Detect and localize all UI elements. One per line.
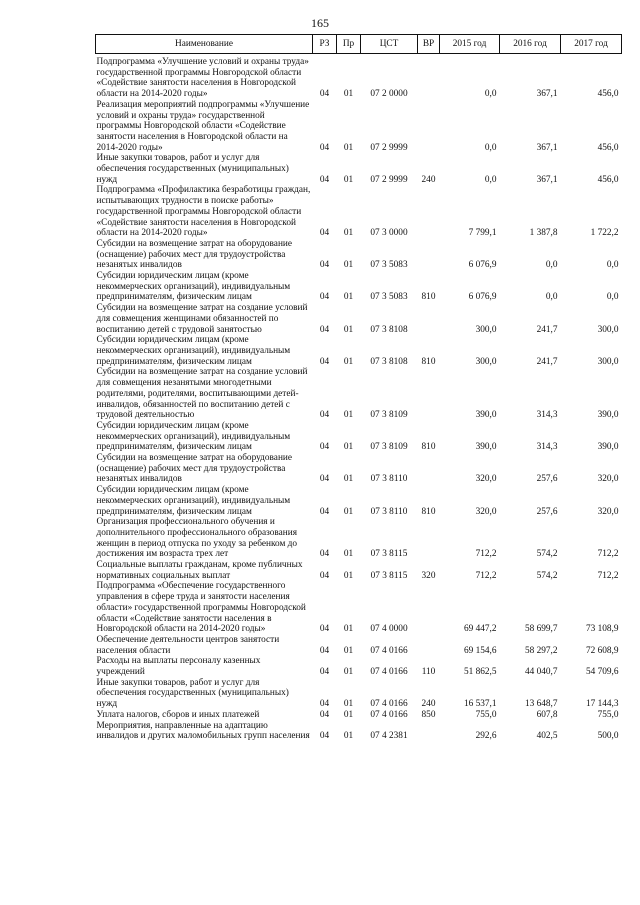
header-2017: 2017 год <box>561 35 622 54</box>
cell-vr: 810 <box>421 292 436 303</box>
cell-pr: 01 <box>343 410 354 421</box>
cell-name: Расходы на выплаты персоналу казенных учреждений <box>96 656 261 678</box>
cell-cst: 07 4 0000 <box>370 624 408 635</box>
table-row <box>96 54 622 100</box>
cell-cst: 07 4 0166 <box>370 667 408 678</box>
cell-rz: 04 <box>319 324 330 335</box>
cell-name: Субсидии юридическим лицам (кроме некоммерческих организаций), индивидуальным предпринимателям, физическим лицам <box>96 271 291 303</box>
cell-cst: 07 4 0166 <box>370 699 408 710</box>
table-row <box>96 656 622 677</box>
table-header-row <box>96 35 622 54</box>
cell-name: Иные закупки товаров, работ и услуг для обеспечения государственных (муниципальных) нужд <box>96 153 289 185</box>
cell-name: Подпрограмма «Обеспечение государственного управления в сфере труда и занятости населения области» государственной программы Новгородской области «Содействие занятости населения в Новгородской области на 2014-2020 годы» <box>96 581 306 635</box>
cell-vr <box>418 185 440 239</box>
cell-2015: 69 154,6 <box>463 645 497 656</box>
cell-name: Социальные выплаты гражданам, кроме публичных нормативных социальных выплат <box>96 560 303 581</box>
cell-cst: 07 3 8109 <box>370 410 408 421</box>
cell-cst: 07 3 8109 <box>370 442 408 453</box>
cell-vr <box>418 239 440 271</box>
cell-vr: 320 <box>421 570 436 581</box>
cell-rz: 04 <box>319 228 330 239</box>
cell-2015: 6 076,9 <box>468 292 497 303</box>
cell-pr: 01 <box>343 324 354 335</box>
cell-vr: 240 <box>421 699 436 710</box>
cell-pr: 01 <box>343 142 354 153</box>
cell-2016: 314,3 <box>536 442 558 453</box>
cell-vr <box>418 54 440 100</box>
cell-2016: 367,1 <box>536 174 558 185</box>
table-body <box>96 54 622 743</box>
cell-cst: 07 2 0000 <box>370 89 408 100</box>
cell-pr: 01 <box>343 506 354 517</box>
cell-vr <box>418 367 440 421</box>
cell-rz: 04 <box>319 356 330 367</box>
cell-rz: 04 <box>319 667 330 678</box>
cell-pr: 01 <box>343 709 354 720</box>
cell-2016: 367,1 <box>536 89 558 100</box>
cell-rz: 04 <box>319 709 330 720</box>
cell-2017: 320,0 <box>597 474 619 485</box>
cell-name: Подпрограмма «Улучшение условий и охраны труда» государственной программы Новгородской области «Содействие занятости населения в Новгородской области на 2014-2020 годы» <box>96 57 309 100</box>
cell-vr <box>418 635 440 656</box>
cell-cst: 07 4 0166 <box>370 709 408 720</box>
cell-2016: 367,1 <box>536 142 558 153</box>
header-2015: 2015 год <box>440 35 500 54</box>
header-cst: ЦСТ <box>361 35 418 54</box>
cell-2015: 16 537,1 <box>463 699 497 710</box>
table-row <box>96 581 622 635</box>
cell-2015: 755,0 <box>475 709 497 720</box>
cell-rz: 04 <box>319 260 330 271</box>
cell-cst: 07 4 2381 <box>370 731 408 742</box>
table-row <box>96 367 622 421</box>
cell-2017: 0,0 <box>606 260 619 271</box>
cell-2017: 500,0 <box>597 731 619 742</box>
cell-vr <box>418 100 440 154</box>
cell-vr: 810 <box>421 442 436 453</box>
cell-pr: 01 <box>343 699 354 710</box>
table-row <box>96 421 622 453</box>
cell-2016: 58 297,2 <box>524 645 558 656</box>
cell-pr: 01 <box>343 174 354 185</box>
cell-vr <box>418 581 440 635</box>
cell-cst: 07 3 5083 <box>370 260 408 271</box>
cell-2016: 1 387,8 <box>529 228 558 239</box>
cell-2016: 241,7 <box>536 356 558 367</box>
cell-name: Мероприятия, направленные на адаптацию инвалидов и других маломобильных групп населения <box>96 720 310 742</box>
cell-2015: 300,0 <box>475 356 497 367</box>
table-row <box>96 185 622 239</box>
cell-2015: 51 862,5 <box>463 667 497 678</box>
cell-rz: 04 <box>319 89 330 100</box>
cell-cst: 07 3 0000 <box>370 228 408 239</box>
cell-rz: 04 <box>319 731 330 742</box>
table-row <box>96 710 622 721</box>
cell-pr: 01 <box>343 645 354 656</box>
cell-2017: 712,2 <box>597 549 619 560</box>
table-row <box>96 453 622 485</box>
cell-2017: 712,2 <box>597 570 619 581</box>
table-row <box>96 335 622 367</box>
cell-pr: 01 <box>343 570 354 581</box>
cell-name: Субсидии на возмещение затрат на создание условий для совмещения женщинами обязанностей по воспитанию детей с трудовой занятостью <box>96 303 308 335</box>
cell-rz: 04 <box>319 174 330 185</box>
cell-pr: 01 <box>343 667 354 678</box>
cell-2017: 0,0 <box>606 292 619 303</box>
cell-name: Обеспечение деятельности центров занятости населения области <box>96 634 280 656</box>
cell-2016: 257,6 <box>536 506 558 517</box>
cell-2015: 6 076,9 <box>468 260 497 271</box>
cell-2017: 456,0 <box>597 174 619 185</box>
cell-cst: 07 4 0166 <box>370 645 408 656</box>
cell-vr <box>418 517 440 560</box>
cell-2015: 320,0 <box>475 506 497 517</box>
cell-2016: 0,0 <box>545 292 558 303</box>
table-row <box>96 560 622 581</box>
table-row <box>96 517 622 560</box>
cell-pr: 01 <box>343 356 354 367</box>
header-rz: РЗ <box>313 35 337 54</box>
cell-rz: 04 <box>319 549 330 560</box>
cell-rz: 04 <box>319 442 330 453</box>
header-vr: ВР <box>418 35 440 54</box>
cell-pr: 01 <box>343 474 354 485</box>
cell-2015: 292,6 <box>475 731 497 742</box>
table-row <box>96 100 622 154</box>
cell-cst: 07 3 5083 <box>370 292 408 303</box>
cell-pr: 01 <box>343 292 354 303</box>
cell-2015: 300,0 <box>475 324 497 335</box>
cell-name: Подпрограмма «Профилактика безработицы граждан, испытывающих трудности в поиске работы» государственной программы Новгородской области «Содействие занятости населения в Новгородской области на 2014-2020 годы» <box>96 185 311 239</box>
cell-2017: 320,0 <box>597 506 619 517</box>
cell-2015: 69 447,2 <box>463 624 497 635</box>
cell-2017: 54 709,6 <box>585 667 619 678</box>
header-2016: 2016 год <box>500 35 561 54</box>
cell-2017: 300,0 <box>597 324 619 335</box>
cell-2016: 13 648,7 <box>524 699 558 710</box>
budget-table <box>95 34 622 742</box>
cell-vr <box>418 303 440 335</box>
cell-name: Субсидии на возмещение затрат на оборудование (оснащение) рабочих мест для трудоустройства незанятых инвалидов <box>96 453 293 485</box>
cell-name: Субсидии на возмещение затрат на оборудование (оснащение) рабочих мест для трудоустройства незанятых инвалидов <box>96 238 293 271</box>
cell-2016: 44 040,7 <box>524 667 558 678</box>
cell-2015: 320,0 <box>475 474 497 485</box>
cell-cst: 07 3 8108 <box>370 356 408 367</box>
cell-rz: 04 <box>319 645 330 656</box>
cell-2016: 402,5 <box>536 731 558 742</box>
cell-rz: 04 <box>319 570 330 581</box>
cell-rz: 04 <box>319 474 330 485</box>
cell-2015: 712,2 <box>475 549 497 560</box>
cell-2017: 755,0 <box>597 709 619 720</box>
cell-2016: 607,8 <box>536 709 558 720</box>
cell-2016: 257,6 <box>536 474 558 485</box>
cell-vr: 240 <box>421 174 436 185</box>
cell-2015: 712,2 <box>475 570 497 581</box>
cell-2016: 574,2 <box>536 549 558 560</box>
cell-cst: 07 3 8110 <box>370 506 408 517</box>
cell-pr: 01 <box>343 89 354 100</box>
cell-cst: 07 2 9999 <box>370 174 408 185</box>
cell-2017: 300,0 <box>597 356 619 367</box>
cell-2015: 0,0 <box>484 89 497 100</box>
cell-vr <box>418 453 440 485</box>
cell-2015: 0,0 <box>484 174 497 185</box>
cell-vr: 110 <box>421 667 436 678</box>
cell-name: Реализация мероприятий подпрограммы «Улучшение условий и охраны труда» государственной программы Новгородской области «Содействие занятости населения в Новгородской области на 2014-2020 годы» <box>96 99 310 153</box>
cell-pr: 01 <box>343 260 354 271</box>
cell-vr: 850 <box>421 709 436 720</box>
cell-rz: 04 <box>319 142 330 153</box>
cell-rz: 04 <box>319 624 330 635</box>
cell-pr: 01 <box>343 731 354 742</box>
cell-rz: 04 <box>319 410 330 421</box>
cell-pr: 01 <box>343 228 354 239</box>
cell-2017: 456,0 <box>597 89 619 100</box>
cell-cst: 07 3 8115 <box>370 549 408 560</box>
table-row <box>96 678 622 710</box>
cell-2016: 241,7 <box>536 324 558 335</box>
table-row <box>96 239 622 271</box>
table-row <box>96 303 622 335</box>
header-name: Наименование <box>96 35 313 54</box>
cell-vr <box>418 721 440 742</box>
cell-name: Субсидии юридическим лицам (кроме некоммерческих организаций), индивидуальным предпринимателям, физическим лицам <box>96 335 291 367</box>
cell-2017: 390,0 <box>597 442 619 453</box>
cell-vr: 810 <box>421 506 436 517</box>
table-row <box>96 271 622 303</box>
cell-2016: 574,2 <box>536 570 558 581</box>
header-pr: Пр <box>337 35 361 54</box>
cell-rz: 04 <box>319 506 330 517</box>
cell-2017: 1 722,2 <box>590 228 619 239</box>
cell-name: Организация профессионального обучения и дополнительного профессионального образования женщин в период отпуска по уходу за ребенком до достижения им возраста трех лет <box>96 517 298 560</box>
cell-2017: 73 108,9 <box>585 624 619 635</box>
cell-2017: 456,0 <box>597 142 619 153</box>
table-row <box>96 485 622 517</box>
cell-rz: 04 <box>319 292 330 303</box>
cell-vr: 810 <box>421 356 436 367</box>
cell-2017: 72 608,9 <box>585 645 619 656</box>
cell-name: Субсидии юридическим лицам (кроме некоммерческих организаций), индивидуальным предпринимателям, физическим лицам <box>96 485 291 517</box>
cell-2016: 58 699,7 <box>524 624 558 635</box>
cell-cst: 07 3 8115 <box>370 570 408 581</box>
cell-cst: 07 3 8110 <box>370 474 408 485</box>
cell-name: Иные закупки товаров, работ и услуг для обеспечения государственных (муниципальных) нужд <box>96 677 289 710</box>
cell-2017: 390,0 <box>597 410 619 421</box>
table-row <box>96 635 622 656</box>
cell-pr: 01 <box>343 624 354 635</box>
cell-2016: 0,0 <box>545 260 558 271</box>
cell-2015: 7 799,1 <box>468 228 497 239</box>
cell-name: Уплата налогов, сборов и иных платежей <box>96 709 260 720</box>
page-number: 165 <box>311 16 329 30</box>
cell-cst: 07 3 8108 <box>370 324 408 335</box>
table-row <box>96 721 622 742</box>
cell-2016: 314,3 <box>536 410 558 421</box>
cell-2015: 390,0 <box>475 410 497 421</box>
table-row <box>96 153 622 185</box>
cell-rz: 04 <box>319 699 330 710</box>
cell-pr: 01 <box>343 549 354 560</box>
cell-2015: 390,0 <box>475 442 497 453</box>
cell-name: Субсидии юридическим лицам (кроме некоммерческих организаций), индивидуальным предпринимателям, физическим лицам <box>96 420 291 453</box>
cell-pr: 01 <box>343 442 354 453</box>
cell-cst: 07 2 9999 <box>370 142 408 153</box>
cell-name: Субсидии на возмещение затрат на создание условий для совмещения незанятыми многодетными родителями, родителями, воспитывающими детей-инвалидов, обязанностей по воспитанию детей с трудовой деятельностью <box>96 367 308 421</box>
cell-2017: 17 144,3 <box>585 699 619 710</box>
cell-2015: 0,0 <box>484 142 497 153</box>
